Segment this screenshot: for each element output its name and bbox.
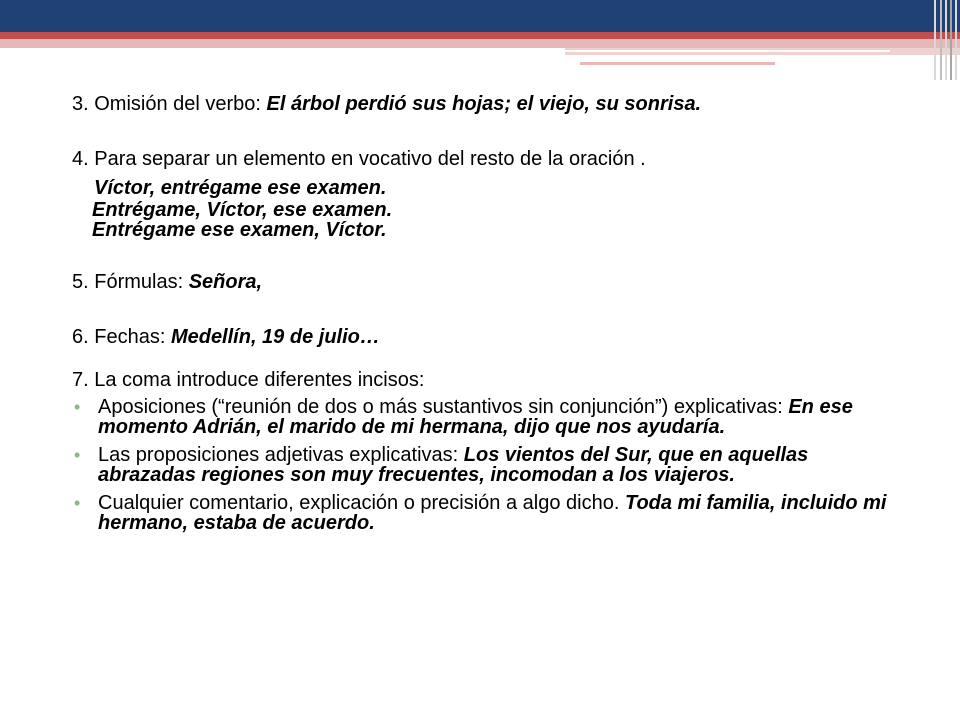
incisos-list <box>72 397 902 533</box>
banner-red-band <box>0 32 960 39</box>
bullet-example: Los vientos del Sur, que en aquellas abrazadas regiones son muy frecuentes, incomodan a los viajeros. <box>98 444 809 486</box>
vocative-examples <box>72 176 902 240</box>
bullet-example: En ese momento Adrián, el marido de mi hermana, dijo que nos ayudaría. <box>98 396 853 438</box>
banner-stripes <box>932 0 960 80</box>
item-6 <box>72 325 902 350</box>
item-3 <box>72 92 902 117</box>
item-label: . Para separar un elemento en vocativo del resto de la oración . <box>83 148 646 170</box>
vocative-example: Entrégame, Víctor, ese examen. <box>92 199 393 221</box>
stripe <box>955 0 957 80</box>
stripe <box>950 0 952 80</box>
bullet-text: Aposiciones (“reunión de dos o más sustantivos sin conjunción”) explicativas: <box>98 396 789 418</box>
banner-pink-band <box>0 39 960 48</box>
item-number: 4 <box>72 148 84 170</box>
banner-blue-band <box>0 0 960 32</box>
item-example: Medellín, 19 de julio… <box>170 326 380 348</box>
bullet-icon: • <box>74 397 81 417</box>
item-label: . Fórmulas: <box>83 271 189 293</box>
item-label: . Omisión del verbo: <box>83 93 267 115</box>
banner-white-line <box>565 50 890 52</box>
item-example: El árbol perdió sus hojas; el viejo, su sonrisa. <box>266 93 702 115</box>
banner-pink-line <box>580 62 775 65</box>
item-number: 3 <box>72 93 84 115</box>
list-item <box>72 493 902 533</box>
bullet-icon: • <box>74 493 81 513</box>
stripe <box>940 0 942 80</box>
item-number: 6 <box>72 326 84 348</box>
bullet-text: Cualquier comentario, explicación o precisión a algo dicho. <box>98 492 625 514</box>
item-number: 7 <box>72 369 84 391</box>
item-number: 5 <box>72 271 84 293</box>
item-label: . Fechas: <box>83 326 171 348</box>
item-4 <box>72 147 902 172</box>
bullet-example: Toda mi familia, incluido mi hermano, estaba de acuerdo. <box>98 492 887 534</box>
stripe <box>934 0 936 80</box>
vocative-example: Entrégame ese examen, Víctor. <box>92 219 387 241</box>
list-item <box>72 445 902 485</box>
item-example: Señora, <box>188 271 263 293</box>
bullet-text: Las proposiciones adjetivas explicativas: <box>98 444 464 466</box>
item-5 <box>72 270 902 295</box>
item-7 <box>72 368 902 393</box>
vocative-example: Víctor, entrégame ese examen. <box>94 177 387 199</box>
stripe <box>945 0 947 80</box>
item-label: . La coma introduce diferentes incisos: <box>83 369 425 391</box>
bullet-icon: • <box>74 445 81 465</box>
list-item <box>72 397 902 437</box>
slide-content <box>72 92 902 541</box>
top-banner <box>0 0 960 80</box>
